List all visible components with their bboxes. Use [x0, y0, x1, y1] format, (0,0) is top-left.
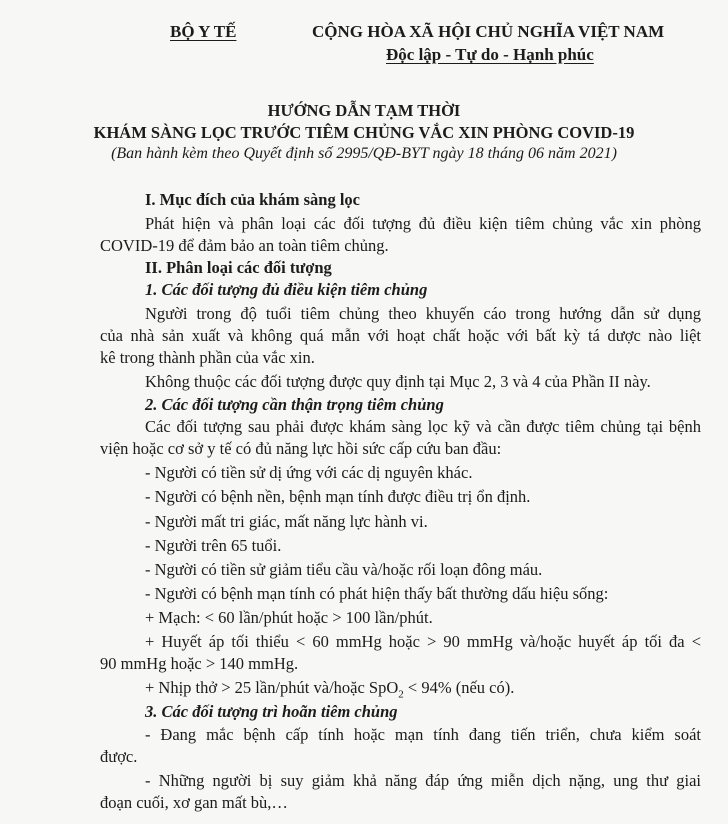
- respiration-text-b: < 94% (nếu có).: [403, 678, 515, 697]
- national-motto: Độc lập - Tự do - Hạnh phúc: [386, 45, 594, 64]
- caution-item: - Người có tiền sử dị ứng với các dị nguyên khác.: [145, 463, 473, 482]
- subsection-3-item2-line1: - Những người bị suy giảm khả năng đáp ứng miễn dịch nặng, ung thư giai: [145, 771, 701, 790]
- vital-sign-pulse: + Mạch: < 60 lần/phút hoặc > 100 lần/phút.: [145, 608, 433, 627]
- section-2-heading: II. Phân loại các đối tượng: [145, 258, 332, 277]
- nation-name: CỘNG HÒA XÃ HỘI CHỦ NGHĨA VIỆT NAM: [312, 22, 665, 41]
- caution-item: - Người trên 65 tuổi.: [145, 536, 282, 555]
- vital-sign-respiration: [145, 678, 514, 700]
- subsection-3-item1-line2: được.: [100, 747, 138, 766]
- vital-sign-bp-line2: 90 mmHg hoặc > 140 mmHg.: [100, 654, 299, 673]
- subsection-1-p1-line1: Người trong độ tuổi tiêm chủng theo khuyến cáo trong hướng dẫn sử dụng: [145, 304, 701, 323]
- caution-item: - Người mất tri giác, mất năng lực hành vi.: [145, 512, 428, 531]
- subsection-3-heading: 3. Các đối tượng trì hoãn tiêm chủng: [145, 702, 398, 721]
- subsection-3-item2-line2: đoạn cuối, xơ gan mất bù,…: [100, 793, 288, 812]
- issuance-note: (Ban hành kèm theo Quyết định số 2995/QĐ-BYT ngày 18 tháng 06 năm 2021): [111, 145, 617, 162]
- vital-sign-bp-line1: + Huyết áp tối thiểu < 60 mmHg hoặc > 90 mmHg và/hoặc huyết áp tối đa <: [145, 632, 701, 651]
- subsection-1-p1-line2: của nhà sản xuất và không quá mẫn với hoạt chất hoặc với bất kỳ tá dược nào liệt: [100, 326, 701, 345]
- caution-item: - Người có bệnh mạn tính có phát hiện thấy bất thường dấu hiệu sống:: [145, 584, 609, 603]
- ministry-name: BỘ Y TẾ: [170, 22, 237, 41]
- caution-item: - Người có tiền sử giảm tiểu cầu và/hoặc rối loạn đông máu.: [145, 560, 543, 579]
- caution-item: - Người có bệnh nền, bệnh mạn tính được điều trị ổn định.: [145, 487, 531, 506]
- doc-title-line2: KHÁM SÀNG LỌC TRƯỚC TIÊM CHỦNG VẮC XIN PHÒNG COVID-19: [93, 123, 635, 142]
- section-1-para-line1: Phát hiện và phân loại các đối tượng đủ điều kiện tiêm chủng vắc xin phòng: [145, 214, 701, 233]
- subsection-1-p2: Không thuộc các đối tượng được quy định tại Mục 2, 3 và 4 của Phần II này.: [145, 372, 651, 391]
- respiration-subscript: 2: [398, 688, 404, 701]
- subsection-2-intro-line1: Các đối tượng sau phải được khám sàng lọc kỹ và cần được tiêm chủng tại bệnh: [145, 417, 701, 436]
- subsection-1-heading: 1. Các đối tượng đủ điều kiện tiêm chủng: [145, 280, 428, 299]
- subsection-2-intro-line2: viện hoặc cơ sở y tế có đủ năng lực hồi sức cấp cứu ban đầu:: [100, 439, 502, 458]
- respiration-text-a: + Nhịp thở > 25 lần/phút và/hoặc SpO: [145, 678, 399, 697]
- section-1-para-line2: COVID-19 để đảm bảo an toàn tiêm chủng.: [100, 236, 389, 255]
- doc-title-line1: HƯỚNG DẪN TẠM THỜI: [267, 101, 461, 120]
- subsection-2-heading: 2. Các đối tượng cần thận trọng tiêm chủng: [145, 395, 444, 414]
- subsection-1-p1-line3: kê trong thành phần của vắc xin.: [100, 348, 315, 367]
- section-1-heading: I. Mục đích của khám sàng lọc: [145, 190, 360, 209]
- subsection-3-item1-line1: - Đang mắc bệnh cấp tính hoặc mạn tính đang tiến triển, chưa kiểm soát: [145, 725, 701, 744]
